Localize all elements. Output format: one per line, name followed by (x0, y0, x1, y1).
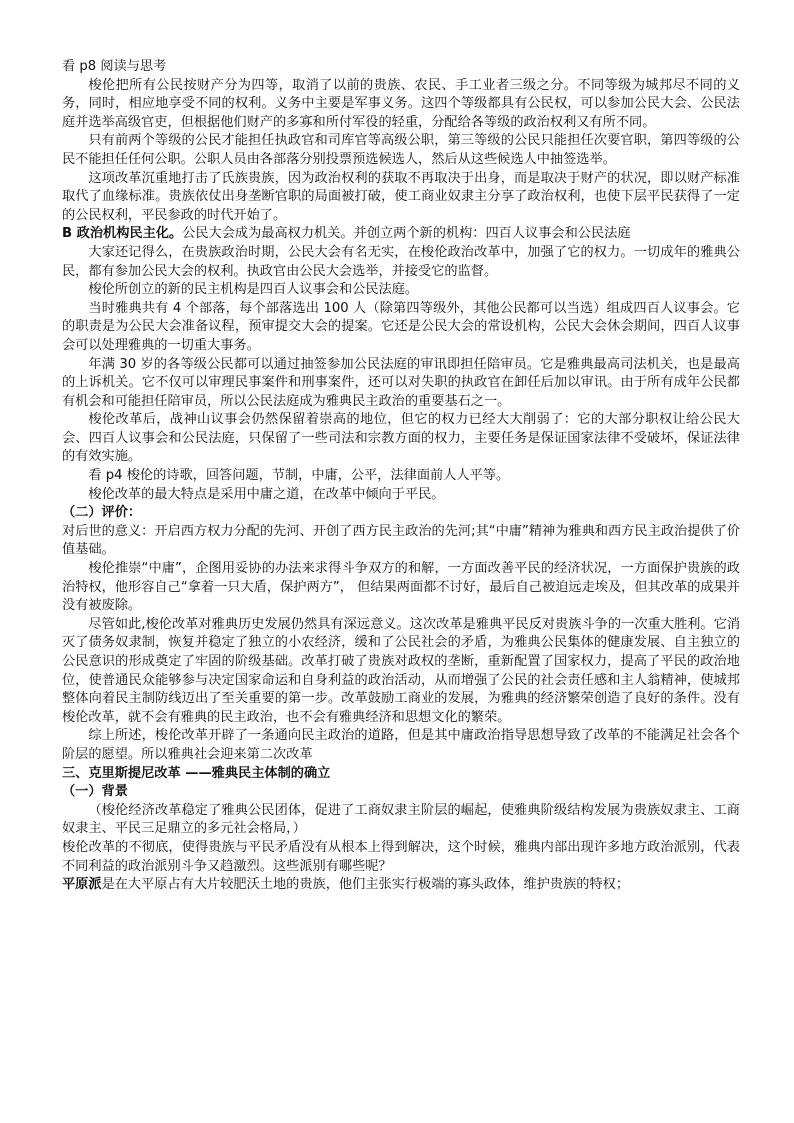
paragraph-plain-faction (62, 876, 740, 895)
paragraph-background-note: （梭伦经济改革稳定了雅典公民团体，促进了工商奴隶主阶层的崛起，使雅典阶级结构发展为贵族奴隶主、工商奴隶主、平民三足鼎立的多元社会格局，） (62, 802, 740, 837)
background-heading: （一）背景 (62, 784, 128, 800)
section-b-lead: B 政治机构民主化。 (62, 226, 183, 242)
paragraph-reform-impact: 这项改革沉重地打击了氏族贵族，因为政治权利的获取不再取决于出身，而是取决于财产的状况，即以财产标准取代了血缘标准。贵族依仗出身垄断官职的局面被打破，使工商业奴隶主分享了政治权利，也使下层平民获得了一定的公民权利，平民参政的时代开始了。 (62, 170, 740, 223)
cleisthenes-heading: 三、克里斯提尼改革 ——雅典民主体制的确立 (62, 765, 331, 781)
paragraph-new-institutions: 梭伦所创立的新的民主机构是四百人议事会和公民法庭。 (88, 282, 419, 298)
paragraph-moderation: 梭伦推崇“中庸”，企图用妥协的办法来求得斗争双方的和解，一方面改善平民的经济状况，一方面保护贵族的政治特权，他形容自己“拿着一只大盾，保护两方”， 但结果两面都不讨好，最后自己被迫远走埃及，但其改革的成果并没有被废除。 (62, 561, 740, 614)
plain-faction-text: 是在大平原占有大片较肥沃土地的贵族，他们主张实行极端的寡头政体，维护贵族的特权； (101, 877, 630, 893)
paragraph-summary: 综上所述，梭伦改革开辟了一条通向民主政治的道路，但是其中庸政治指导思想导致了改革的不能满足社会各个阶层的愿望。所以雅典社会迎来第二次改革 (62, 728, 740, 762)
paragraph-council-400: 当时雅典共有 4 个部落，每个部落选出 100 人（除第四等级外，其他公民都可以当选）组成四百人议事会。它的职责是为公民大会准备议程，预审提交大会的提案。它还是公民大会的常设机构，公民大会休会期间，四百人议事会可以处理雅典的一切重大事务。 (62, 300, 740, 353)
plain-faction-lead: 平原派 (62, 877, 102, 893)
paragraph-office-eligibility: 只有前两个等级的公民才能担任执政官和司库官等高级公职，第三等级的公民只能担任次要官职，第四等级的公民不能担任任何公职。公职人员由各部落分别投票预选候选人，然后从这些候选人中抽签选举。 (62, 133, 740, 167)
paragraph-poem: 看 p4 梭伦的诗歌，回答问题，节制，中庸，公平，法律面前人人平等。 (88, 468, 510, 484)
paragraph-factions: 梭伦改革的不彻底，使得贵族与平民矛盾没有从根本上得到解决，这个时候，雅典内部出现许多地方政治派别，代表不同利益的政治派别斗争又趋激烈。这些派别有哪些呢？ (62, 839, 740, 874)
paragraph-significance: 对后世的意义：开启西方权力分配的先河、开创了西方民主政治的先河;其“中庸”精神为雅典和西方民主政治提供了价值基础。 (62, 523, 740, 558)
paragraph-court: 年满 30 岁的各等级公民都可以通过抽签参加公民法庭的审讯即担任陪审员。它是雅典最高司法机关，也是最高的上诉机关。它不仅可以审理民事案件和刑事案件，还可以对失职的执政官在卸任后加以审讯。由于所有成年公民都有机会和可能担任陪审员，所以公民法庭成为雅典民主政治的重要基石之一。 (62, 356, 740, 409)
paragraph-assembly: 大家还记得么，在贵族政治时期，公民大会有名无实，在梭伦政治改革中，加强了它的权力。一切成年的雅典公民，都有参加公民大会的权利。执政官由公民大会选举，并接受它的监督。 (62, 244, 740, 279)
paragraph-areopagus: 梭伦改革后，战神山议事会仍然保留着崇高的地位，但它的权力已经大大削弱了：它的大部分职权让给公民大会、四百人议事会和公民法庭，只保留了一些司法和宗教方面的权力，主要任务是保证国家法律不受破坏，保证法律的有效实施。 (62, 412, 740, 465)
paragraph-far-reaching: 尽管如此,梭伦改革对雅典历史发展仍然具有深远意义。这次改革是雅典平民反对贵族斗争的一次重大胜利。它消灭了债务奴隶制，恢复并稳定了独立的小农经济，缓和了公民社会的矛盾，为雅典公民集体的健康发展、自主独立的公民意识的形成奠定了牢固的阶级基础。改革打破了贵族对政权的垄断，重新配置了国家权力，提高了平民的政治地位，使普通民众能够参与决定国家命运和自身利益的政治活动，从而增强了公民的社会责任感和主人翁精神，使城邦整体向着民主制防线迈出了至关重要的第一步。改革鼓励工商业的发展，为雅典的经济繁荣创造了良好的条件。没有梭伦改革，就不会有雅典的民主政治，也不会有雅典经济和思想文化的繁荣。 (62, 616, 740, 725)
section-b-text: 公民大会成为最高权力机关。并创立两个新的机构：四百人议事会和公民法庭 (182, 226, 631, 242)
document-page (62, 58, 740, 895)
reading-prompt: 看 p8 阅读与思考 (62, 59, 167, 74)
section-b-heading (62, 225, 740, 244)
evaluation-heading: （二）评价： (62, 505, 142, 521)
paragraph-feature: 梭伦改革的最大特点是采用中庸之道，在改革中倾向于平民。 (88, 486, 445, 502)
paragraph-property-classes: 梭伦把所有公民按财产分为四等，取消了以前的贵族、农民、手工业者三级之分。不同等级为城邦尽不同的义务，同时，相应地享受不同的权利。义务中主要是军事义务。这四个等级都具有公民权，可以参加公民大会、公民法庭并选举高级官吏，但根据他们财产的多寡和所付军役的轻重，分配给各等级的政治权利又有所不同。 (62, 77, 740, 130)
